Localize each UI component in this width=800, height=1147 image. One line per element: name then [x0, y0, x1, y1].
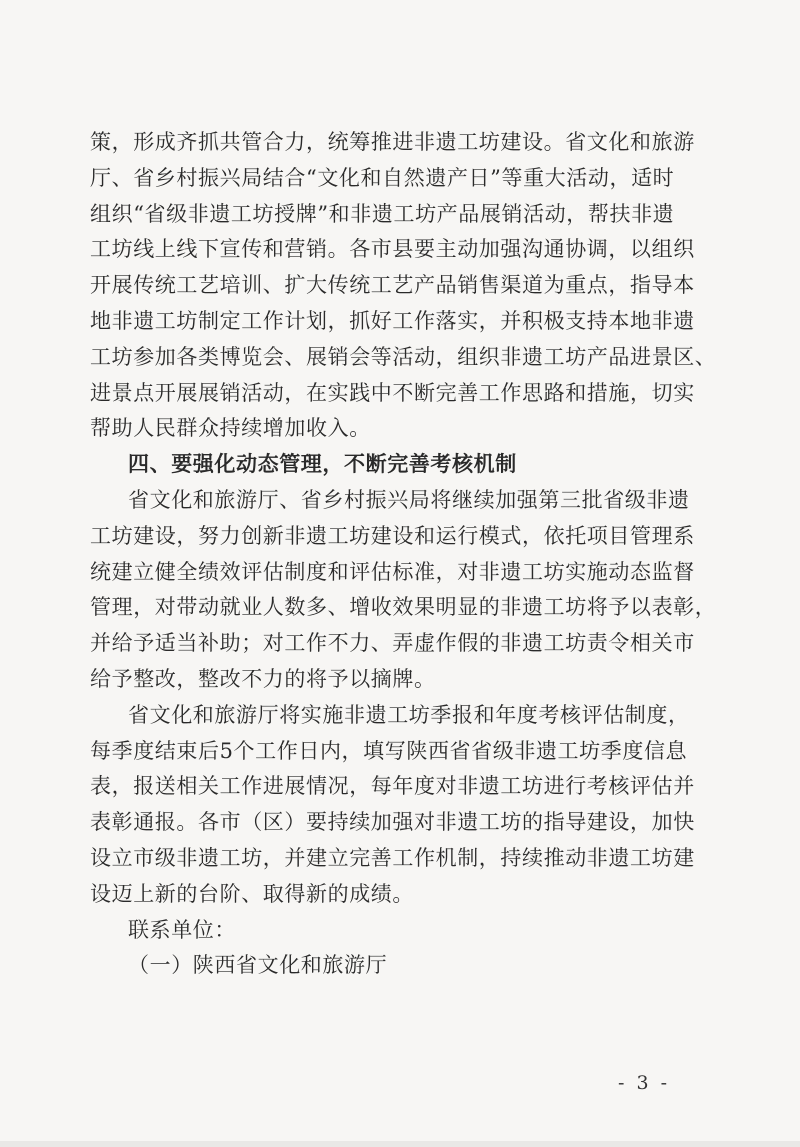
document-body — [90, 125, 722, 984]
text-line: 开展传统工艺培训、扩大传统工艺产品销售渠道为重点，指导本 — [90, 273, 695, 298]
contact-label: 联系单位： — [128, 917, 236, 942]
text-line: 工坊建设，努力创新非遗工坊建设和运行模式，依托项目管理系 — [90, 523, 695, 548]
page-number: - 3 - — [618, 1072, 671, 1094]
text-line: 策，形成齐抓共管合力，统筹推进非遗工坊建设。省文化和旅游 — [90, 130, 695, 154]
text-line: 设迈上新的台阶、取得新的成绩。 — [90, 881, 414, 906]
text-line: 设立市级非遗工坊，并建立完善工作机制，持续推动非遗工坊建 — [90, 845, 695, 870]
text-line: 表，报送相关工作进展情况，每年度对非遗工坊进行考核评估并 — [90, 774, 695, 799]
text-line: 统建立健全绩效评估制度和评估标准，对非遗工坊实施动态监督 — [90, 559, 695, 584]
paragraph-start-line: 省文化和旅游厅、省乡村振兴局将继续加强第三批省级非遗 — [128, 487, 690, 512]
text-line: 工坊线上线下宣传和营销。各市县要主动加强沟通协调，以组织 — [90, 237, 695, 262]
text-line: 工坊参加各类博览会、展销会等活动，组织非遗工坊产品进景区、 — [90, 344, 717, 369]
text-line: 并给予适当补助；对工作不力、弄虚作假的非遗工坊责令相关市 — [90, 631, 695, 656]
paragraph-start-line: 省文化和旅游厅将实施非遗工坊季报和年度考核评估制度， — [128, 702, 690, 727]
page-bottom-edge — [0, 1141, 800, 1147]
text-line: 进景点开展展销活动，在实践中不断完善工作思路和措施，切实 — [90, 380, 695, 405]
text-line: 每季度结束后5个工作日内，填写陕西省省级非遗工坊季度信息 — [90, 738, 688, 763]
text-line: 组织“省级非遗工坊授牌”和非遗工坊产品展销活动，帮扶非遗 — [90, 201, 675, 226]
text-line: 给予整改，整改不力的将予以摘牌。 — [90, 666, 436, 691]
text-line: 管理，对带动就业人数多、增收效果明显的非遗工坊将予以表彰， — [90, 595, 717, 620]
text-line: 帮助人民群众持续增加收入。 — [90, 416, 371, 441]
text-line: 表彰通报。各市（区）要持续加强对非遗工坊的指导建设，加快 — [90, 810, 695, 835]
text-line: 地非遗工坊制定工作计划，抓好工作落实，并积极支持本地非遗 — [90, 308, 695, 333]
section-heading: 四、要强化动态管理，不断完善考核机制 — [128, 452, 517, 477]
text-line: 厅、省乡村振兴局结合“文化和自然遗产日”等重大活动，适时 — [90, 165, 675, 190]
contact-item: （一）陕西省文化和旅游厅 — [128, 953, 388, 978]
